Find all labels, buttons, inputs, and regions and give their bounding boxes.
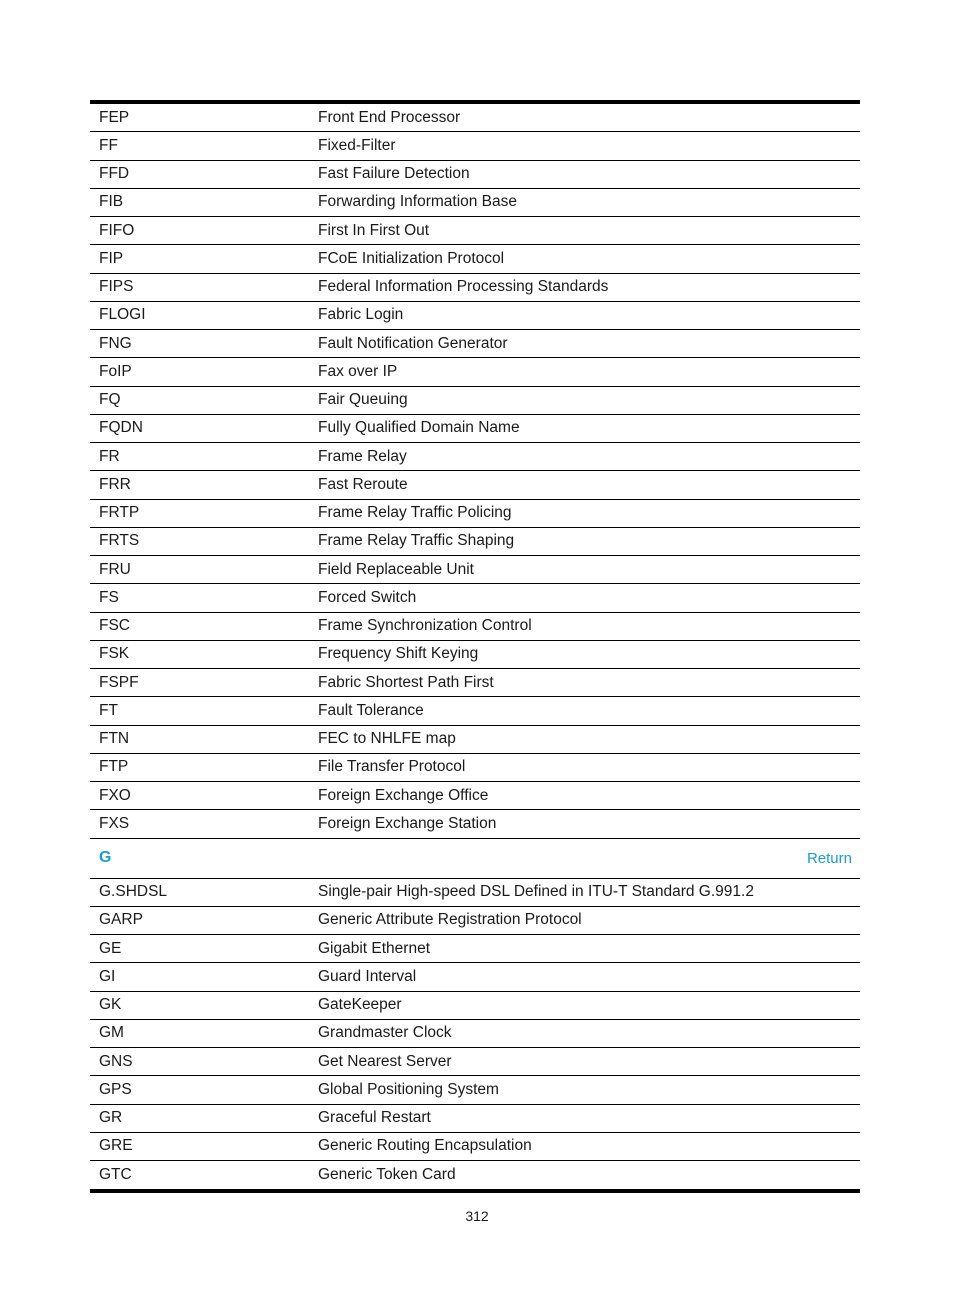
table-row <box>90 1048 860 1076</box>
table-row <box>90 1076 860 1104</box>
table-row <box>90 471 860 499</box>
table-row <box>90 697 860 725</box>
table-row <box>90 245 860 273</box>
table-row <box>90 963 860 991</box>
abbreviation-cell: FS <box>99 588 119 606</box>
abbreviation-cell: GR <box>99 1109 123 1127</box>
definition-cell: Forwarding Information Base <box>318 193 518 211</box>
section-header-row <box>90 839 860 879</box>
page-number: 312 <box>465 1208 489 1224</box>
abbreviation-cell: FRR <box>99 475 131 493</box>
abbreviation-cell: FF <box>99 136 118 154</box>
definition-cell: FCoE Initialization Protocol <box>318 249 505 267</box>
abbreviation-cell: FR <box>99 447 120 465</box>
abbreviation-cell: FRTP <box>99 504 140 522</box>
abbreviation-cell: GARP <box>99 911 143 929</box>
abbreviation-cell: FQ <box>99 391 121 409</box>
definition-cell: Graceful Restart <box>318 1109 431 1127</box>
abbreviation-cell: FTN <box>99 730 130 748</box>
definition-cell: Generic Token Card <box>318 1166 456 1184</box>
abbreviation-cell: FFD <box>99 165 130 183</box>
table-row <box>90 387 860 415</box>
table-row <box>90 810 860 838</box>
abbreviation-cell: GM <box>99 1024 124 1042</box>
abbreviation-cell: FTP <box>99 758 129 776</box>
abbreviation-cell: FLOGI <box>99 306 146 324</box>
abbreviation-cell: FT <box>99 701 118 719</box>
abbreviation-cell: FRTS <box>99 532 140 550</box>
abbreviation-cell: FIP <box>99 249 124 267</box>
table-row <box>90 302 860 330</box>
abbreviation-cell: GRE <box>99 1137 133 1155</box>
table-row <box>90 443 860 471</box>
abbreviation-cell: FQDN <box>99 419 143 437</box>
definition-cell: Fax over IP <box>318 362 398 380</box>
table-row <box>90 1105 860 1133</box>
table-row <box>90 992 860 1020</box>
table-row <box>90 1133 860 1161</box>
table-row <box>90 754 860 782</box>
definition-cell: Global Positioning System <box>318 1080 499 1098</box>
definition-cell: Fault Tolerance <box>318 701 424 719</box>
table-row <box>90 907 860 935</box>
definition-cell: Fabric Shortest Path First <box>318 673 494 691</box>
table-row <box>90 584 860 612</box>
table-row <box>90 104 860 132</box>
definition-cell: Frame Relay Traffic Shaping <box>318 532 515 550</box>
definition-cell: Fast Reroute <box>318 475 408 493</box>
abbreviation-cell: FSC <box>99 617 130 635</box>
abbreviation-cell: FIB <box>99 193 124 211</box>
definition-cell: First In First Out <box>318 221 430 239</box>
table-row <box>90 556 860 584</box>
table-row <box>90 132 860 160</box>
definition-cell: Field Replaceable Unit <box>318 560 474 578</box>
definition-cell: Frame Relay <box>318 447 407 465</box>
table-row <box>90 528 860 556</box>
table-row <box>90 500 860 528</box>
definition-cell: Single-pair High-speed DSL Defined in ITU-T Standard G.991.2 <box>318 883 754 901</box>
table-row <box>90 782 860 810</box>
table-row <box>90 358 860 386</box>
definition-cell: FEC to NHLFE map <box>318 730 456 748</box>
table-row <box>90 217 860 245</box>
definition-cell: Generic Routing Encapsulation <box>318 1137 532 1155</box>
definition-cell: Grandmaster Clock <box>318 1024 452 1042</box>
definition-cell: Forced Switch <box>318 588 417 606</box>
definition-cell: Fixed-Filter <box>318 136 396 154</box>
abbreviation-cell: GPS <box>99 1080 132 1098</box>
table-row <box>90 1161 860 1189</box>
abbreviation-cell: FIPS <box>99 278 134 296</box>
abbreviation-cell: G.SHDSL <box>99 883 168 901</box>
definition-cell: Foreign Exchange Office <box>318 786 489 804</box>
definition-cell: Fast Failure Detection <box>318 165 470 183</box>
abbreviation-cell: FXS <box>99 814 130 832</box>
abbreviation-cell: FoIP <box>99 362 132 380</box>
definition-cell: Fully Qualified Domain Name <box>318 419 520 437</box>
definition-cell: Frame Synchronization Control <box>318 617 532 635</box>
table-row <box>90 935 860 963</box>
abbreviation-cell: GI <box>99 967 116 985</box>
definition-cell: Foreign Exchange Station <box>318 814 497 832</box>
abbreviation-cell: GK <box>99 996 122 1014</box>
definition-cell: Guard Interval <box>318 967 417 985</box>
definition-cell: Gigabit Ethernet <box>318 939 431 957</box>
table-row <box>90 613 860 641</box>
table-row <box>90 330 860 358</box>
return-link[interactable]: Return <box>806 849 852 867</box>
table-row <box>90 726 860 754</box>
abbreviation-cell: FNG <box>99 334 132 352</box>
table-row <box>90 189 860 217</box>
definition-cell: Frequency Shift Keying <box>318 645 479 663</box>
definition-cell: Fair Queuing <box>318 391 408 409</box>
table-row <box>90 161 860 189</box>
abbreviation-cell: FSPF <box>99 673 139 691</box>
definition-cell: GateKeeper <box>318 996 402 1014</box>
abbreviation-cell: GTC <box>99 1166 132 1184</box>
section-letter: G <box>99 849 112 866</box>
definition-cell: Generic Attribute Registration Protocol <box>318 911 582 929</box>
table-row <box>90 669 860 697</box>
abbreviation-cell: FXO <box>99 786 131 804</box>
table-row <box>90 1020 860 1048</box>
definition-cell: File Transfer Protocol <box>318 758 466 776</box>
definition-cell: Fault Notification Generator <box>318 334 508 352</box>
definition-cell: Fabric Login <box>318 306 404 324</box>
table-row <box>90 879 860 907</box>
table-row <box>90 274 860 302</box>
definition-cell: Federal Information Processing Standards <box>318 278 609 296</box>
abbreviation-cell: FEP <box>99 108 130 126</box>
abbreviation-cell: GE <box>99 939 122 957</box>
definition-cell: Frame Relay Traffic Policing <box>318 504 512 522</box>
abbreviation-cell: FRU <box>99 560 131 578</box>
definition-cell: Get Nearest Server <box>318 1052 452 1070</box>
abbreviation-cell: FSK <box>99 645 130 663</box>
table-row <box>90 415 860 443</box>
table-row <box>90 641 860 669</box>
abbreviation-cell: FIFO <box>99 221 135 239</box>
glossary-table <box>90 100 860 1193</box>
definition-cell: Front End Processor <box>318 108 461 126</box>
abbreviation-cell: GNS <box>99 1052 133 1070</box>
